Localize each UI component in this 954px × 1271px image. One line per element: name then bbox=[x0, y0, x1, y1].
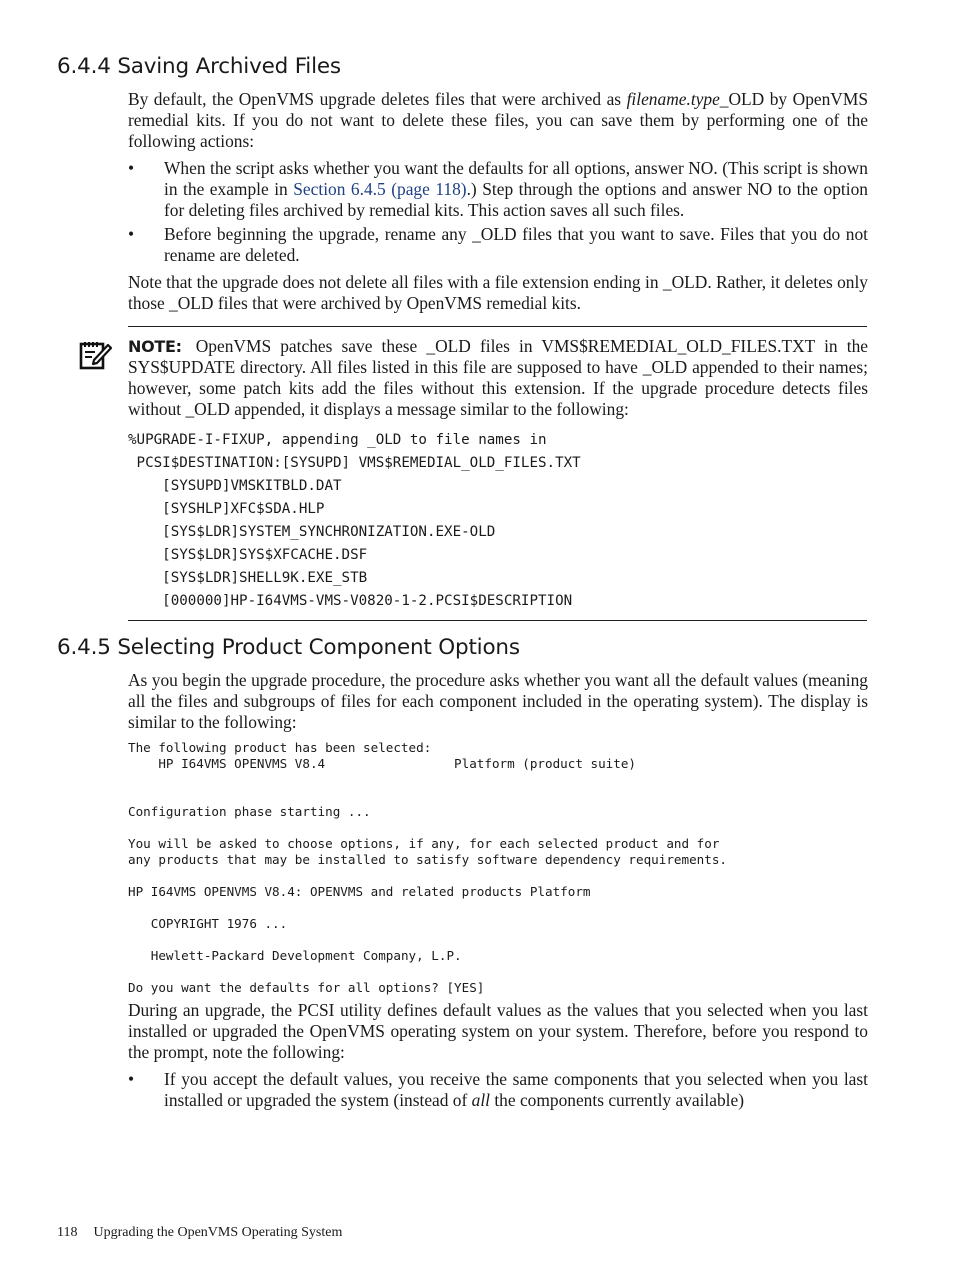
footer-title: Upgrading the OpenVMS Operating System bbox=[93, 1225, 343, 1240]
bullet-dot: • bbox=[128, 158, 135, 178]
code-line: [SYS$LDR]SYSTEM_SYNCHRONIZATION.EXE-OLD bbox=[128, 524, 496, 540]
italic-term: filename.type bbox=[626, 89, 720, 109]
list-item-text: Before beginning the upgrade, rename any _OLD files that you want to save. Files that you do not rename are deleted. bbox=[164, 224, 868, 265]
page-number: 118 bbox=[57, 1225, 78, 1240]
note-top-rule bbox=[128, 326, 867, 327]
code-line: COPYRIGHT 1976 ... bbox=[128, 916, 288, 931]
terminal-code-block bbox=[128, 740, 727, 996]
code-line: Configuration phase starting ... bbox=[128, 804, 371, 819]
after-code-paragraph: During an upgrade, the PCSI utility defines default values as the values that you selected when you last installed or upgraded the OpenVMS operating system on your system. Therefore, before you respond to the prompt, note the following: bbox=[128, 1000, 868, 1062]
code-line: HP I64VMS OPENVMS V8.4 Platform (product suite) bbox=[128, 756, 636, 771]
code-line: Hewlett-Packard Development Company, L.P. bbox=[128, 948, 462, 963]
note-paragraph: NOTE: OpenVMS patches save these _OLD files in VMS$REMEDIAL_OLD_FILES.TXT in the SYS$UPDATE directory. All files listed in this file are supposed to have _OLD appended to their names; however, some patch kits add the files without this extension. If the upgrade procedure detects files without _OLD appended, it displays a message similar to the following: bbox=[128, 336, 868, 419]
code-line bbox=[128, 900, 727, 916]
closing-paragraph: Note that the upgrade does not delete all files with a file extension ending in _OLD. Rather, it deletes only those _OLD files that were archived by OpenVMS remedial kits. bbox=[128, 272, 868, 313]
code-line: [SYSUPD]VMSKITBLD.DAT bbox=[128, 478, 342, 494]
code-line: The following product has been selected: bbox=[128, 740, 432, 755]
code-line: %UPGRADE-I-FIXUP, appending _OLD to file names in bbox=[128, 432, 547, 448]
bullet-dot: • bbox=[128, 1069, 135, 1089]
intro-paragraph: By default, the OpenVMS upgrade deletes files that were archived as filename.type_OLD by OpenVMS remedial kits. If you do not want to delete these files, you can save them by performing one of the following actions: bbox=[128, 89, 869, 151]
code-line: You will be asked to choose options, if any, for each selected product and for bbox=[128, 836, 720, 851]
code-line: [SYS$LDR]SYS$XFCACHE.DSF bbox=[128, 547, 368, 563]
code-line bbox=[128, 820, 727, 836]
section-link[interactable]: Section 6.4.5 (page 118) bbox=[293, 179, 467, 199]
section-heading-6-4-5: 6.4.5 Selecting Product Component Options bbox=[57, 635, 520, 660]
code-line bbox=[128, 788, 727, 804]
page-footer bbox=[57, 1222, 342, 1243]
note-pencil-icon bbox=[78, 339, 112, 371]
code-line: PCSI$DESTINATION:[SYSUPD] VMS$REMEDIAL_OLD_FILES.TXT bbox=[128, 455, 581, 471]
code-line bbox=[128, 868, 727, 884]
note-bottom-rule bbox=[128, 620, 867, 621]
code-line bbox=[128, 964, 727, 980]
bullet-dot: • bbox=[128, 224, 135, 244]
list-item-text: When the script asks whether you want the defaults for all options, answer NO. (This script is shown in the example in Section 6.4.5 (page 118).) Step through the options and answer NO to the option for deleting files archived by remedial kits. This action saves all such files. bbox=[164, 158, 868, 220]
note-label: NOTE: bbox=[128, 337, 182, 356]
code-line bbox=[128, 932, 727, 948]
code-line: any products that may be installed to satisfy software dependency requirements. bbox=[128, 852, 727, 867]
code-line bbox=[128, 772, 727, 788]
code-line: Do you want the defaults for all options? [YES] bbox=[128, 980, 485, 995]
list-item-text: If you accept the default values, you receive the same components that you selected when you last installed or upgraded the system (instead of all the components currently available) bbox=[164, 1069, 868, 1110]
code-line: HP I64VMS OPENVMS V8.4: OPENVMS and related products Platform bbox=[128, 884, 591, 899]
code-line: [000000]HP-I64VMS-VMS-V0820-1-2.PCSI$DESCRIPTION bbox=[128, 593, 573, 609]
section-heading-6-4-4: 6.4.4 Saving Archived Files bbox=[57, 54, 341, 79]
code-line: [SYS$LDR]SHELL9K.EXE_STB bbox=[128, 570, 368, 586]
section-645-intro: As you begin the upgrade procedure, the procedure asks whether you want all the default values (meaning all the files and subgroups of files for each component included in the operating system). The display is similar to the following: bbox=[128, 670, 868, 732]
note-code-block bbox=[128, 429, 581, 613]
code-line: [SYSHLP]XFC$SDA.HLP bbox=[128, 501, 325, 517]
